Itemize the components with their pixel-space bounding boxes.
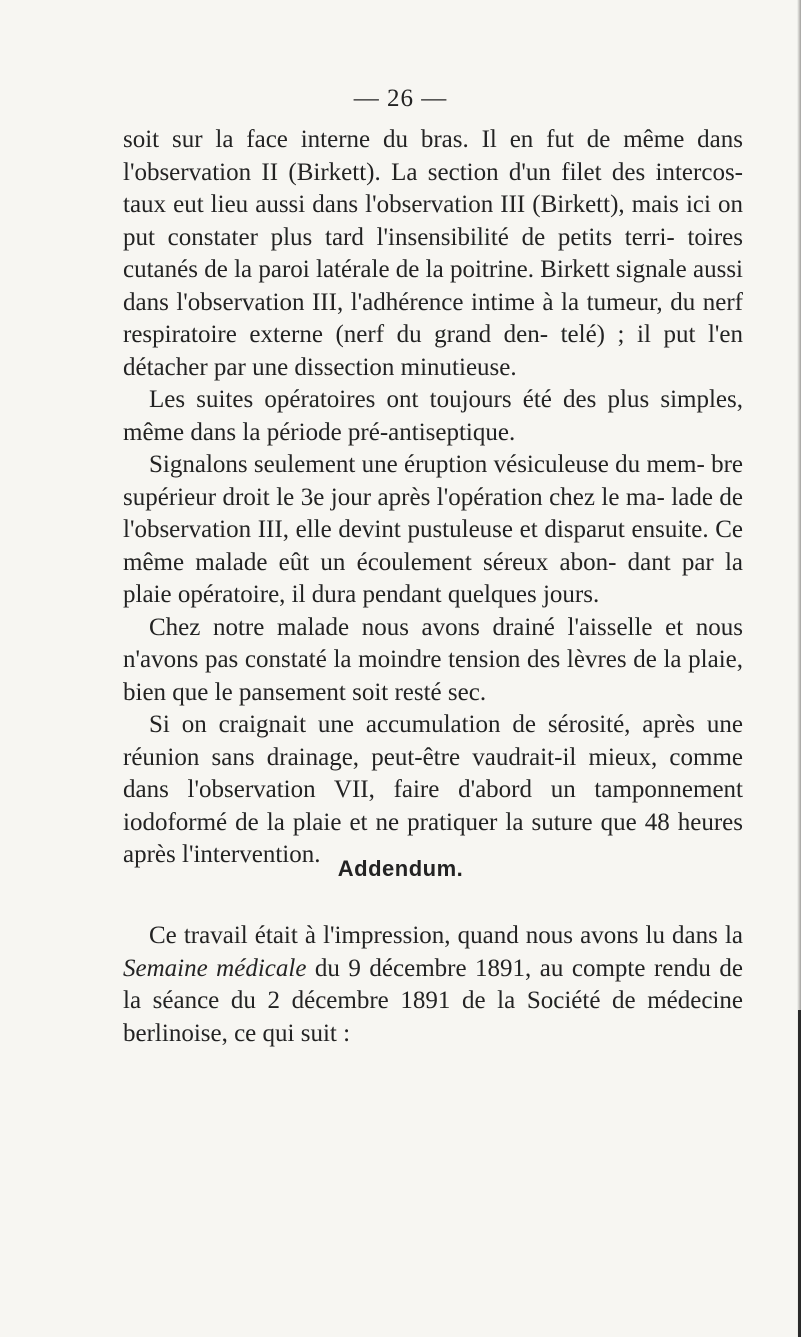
paragraph-eruption: Signalons seulement une éruption vésiculeuse du mem- bre supérieur droit le 3e jour après l'opération chez le ma- lade de l'observation III, elle devint pustuleuse et disparut ensuite. Ce même malade eût un écoulement séreux abon- dant par la plaie opératoire, il dura pendant quelques jours. [123, 451, 743, 608]
body-text [123, 124, 743, 872]
addendum-paragraph [123, 920, 743, 1050]
addendum-text-after: du 9 décembre 1891, au compte rendu de la séance du 2 décembre 1891 de la Société de médecine berlinoise, ce qui suit : [123, 954, 743, 1047]
paragraph-suites-operatoires: Les suites opératoires ont toujours été des plus simples, même dans la période pré-antiseptique. [123, 386, 743, 446]
addendum-text [123, 920, 743, 1050]
addendum-text-before: Ce travail était à l'impression, quand nous avons lu dans la [149, 922, 743, 949]
paragraph-continuation: soit sur la face interne du bras. Il en fut de même dans l'observation II (Birkett). La section d'un filet des intercos- taux eut lieu aussi dans l'observation III (Birkett), mais ici on put constater plus tard l'insensibilité de petits terri- toires cutanés de la paroi latérale de la poitrine. Birkett signale aussi dans l'observation III, l'adhérence intime à la tumeur, du nerf respiratoire externe (nerf du grand den- telé) ; il put l'en détacher par une dissection minutieuse. [123, 126, 743, 381]
addendum-heading: Addendum. [337, 856, 464, 881]
page-number: — 26 — [353, 85, 448, 112]
paragraph-tamponnement: Si on craignait une accumulation de sérosité, après une réunion sans drainage, peut-être vaudrait-il mieux, comme dans l'observation VII, faire d'abord un tamponnement iodoformé de la plaie et ne pratiquer la suture que 48 heures après l'intervention. [123, 711, 743, 868]
journal-title: Semaine médicale [123, 954, 307, 982]
paragraph-drainage: Chez notre malade nous avons drainé l'aisselle et nous n'avons pas constaté la moindre tension des lèvres de la plaie, bien que le pansement soit resté sec. [123, 613, 743, 706]
